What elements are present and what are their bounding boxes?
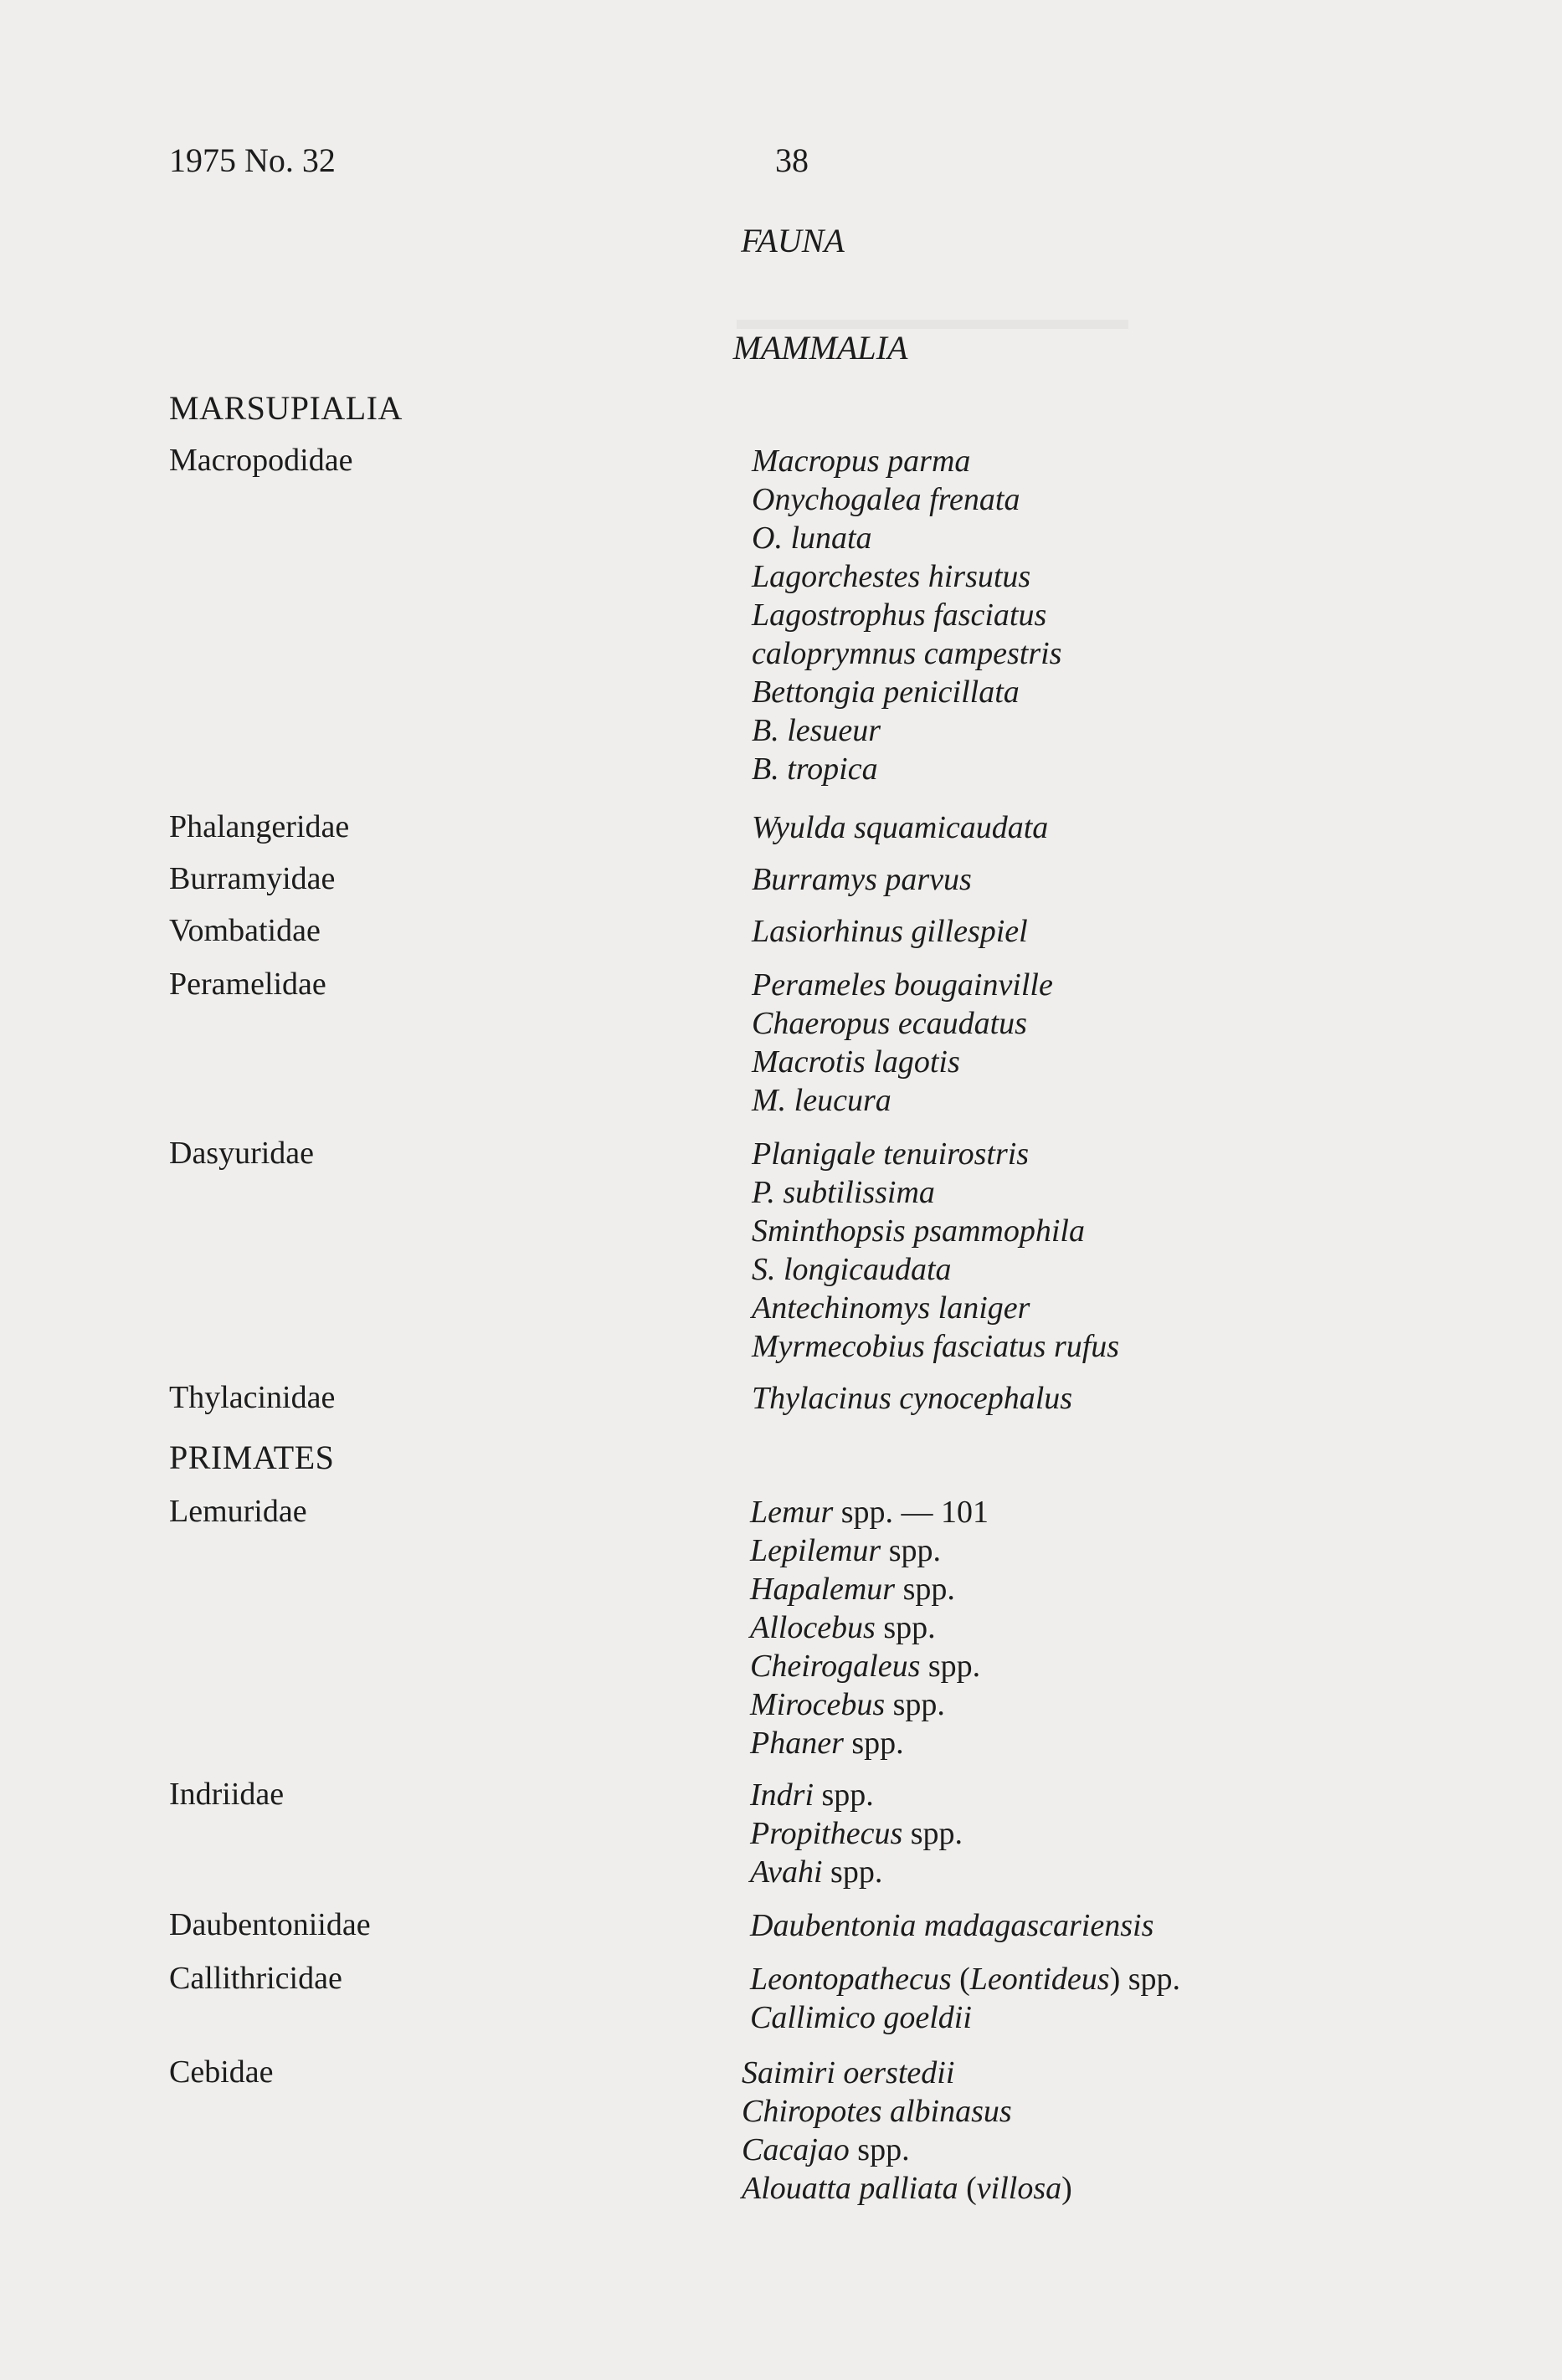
species-entry: Lasiorhinus gillespiel bbox=[752, 914, 1028, 949]
species-list bbox=[752, 442, 1061, 788]
family-name: Indriidae bbox=[169, 1777, 285, 1812]
species-entry: Phaner spp. bbox=[750, 1726, 904, 1761]
family-name: Daubentoniidae bbox=[169, 1907, 371, 1942]
family-name: Thylacinidae bbox=[169, 1380, 336, 1415]
species-list bbox=[750, 1493, 989, 1762]
species-list bbox=[752, 966, 1053, 1120]
species-entry: Macropus parma bbox=[752, 444, 971, 479]
species-list bbox=[750, 1906, 1154, 1945]
family-name: Dasyuridae bbox=[169, 1136, 315, 1171]
species-entry: Lagorchestes hirsutus bbox=[752, 559, 1031, 594]
species-entry: Sminthopsis psammophila bbox=[752, 1213, 1085, 1249]
page-number: 38 bbox=[775, 141, 809, 179]
species-entry: B. lesueur bbox=[752, 713, 881, 748]
species-list bbox=[752, 912, 1028, 951]
family-name: Vombatidae bbox=[169, 913, 321, 948]
species-list bbox=[742, 2054, 1072, 2208]
species-list bbox=[752, 808, 1048, 847]
order-heading: PRIMATES bbox=[169, 1439, 335, 1476]
species-entry: caloprymnus campestris bbox=[752, 636, 1062, 671]
species-entry: M. leucura bbox=[752, 1083, 891, 1118]
species-entry: S. longicaudata bbox=[752, 1252, 952, 1287]
species-entry: Chiropotes albinasus bbox=[742, 2094, 1012, 2129]
document-reference: 1975 No. 32 bbox=[169, 141, 336, 179]
page-title: FAUNA bbox=[741, 222, 845, 259]
species-entry: Antechinomys laniger bbox=[752, 1290, 1030, 1326]
species-entry: Leontopathecus (Leontideus) spp. bbox=[750, 1962, 1181, 1997]
species-entry: B. tropica bbox=[752, 751, 878, 787]
species-entry: Planigale tenuirostris bbox=[752, 1136, 1030, 1172]
species-entry: Callimico goeldii bbox=[750, 2000, 972, 2035]
species-entry: Saimiri oerstedii bbox=[742, 2055, 955, 2090]
species-entry: Lepilemur spp. bbox=[750, 1533, 942, 1568]
family-name: Macropodidae bbox=[169, 443, 353, 478]
species-entry: Burramys parvus bbox=[752, 862, 972, 897]
species-list bbox=[752, 860, 972, 899]
species-entry: Myrmecobius fasciatus rufus bbox=[752, 1329, 1120, 1364]
species-entry: Cheirogaleus spp. bbox=[750, 1649, 981, 1684]
species-entry: Cacajao spp. bbox=[742, 2132, 910, 2167]
species-list bbox=[752, 1135, 1119, 1366]
species-entry: Bettongia penicillata bbox=[752, 675, 1020, 710]
species-entry: Mirocebus spp. bbox=[750, 1687, 945, 1722]
species-entry: Chaeropus ecaudatus bbox=[752, 1006, 1027, 1041]
species-list bbox=[752, 1379, 1072, 1418]
species-entry: Onychogalea frenata bbox=[752, 482, 1020, 517]
species-entry: Perameles bougainville bbox=[752, 967, 1053, 1003]
species-entry: Macrotis lagotis bbox=[752, 1044, 960, 1080]
species-list bbox=[750, 1776, 963, 1891]
family-name: Lemuridae bbox=[169, 1494, 307, 1529]
family-name: Burramyidae bbox=[169, 861, 336, 896]
family-name: Peramelidae bbox=[169, 967, 326, 1002]
class-title: MAMMALIA bbox=[732, 329, 908, 367]
species-entry: Alouatta palliata (villosa) bbox=[742, 2171, 1072, 2206]
species-entry: Wyulda squamicaudata bbox=[752, 810, 1049, 845]
species-entry: Lemur spp. — 101 bbox=[750, 1495, 989, 1530]
species-entry: Indri spp. bbox=[750, 1777, 874, 1813]
species-entry: Hapalemur spp. bbox=[750, 1572, 955, 1607]
family-name: Cebidae bbox=[169, 2054, 274, 2090]
species-entry: Propithecus spp. bbox=[750, 1816, 963, 1851]
species-entry: Thylacinus cynocephalus bbox=[752, 1381, 1073, 1416]
order-heading: MARSUPIALIA bbox=[169, 389, 403, 427]
species-list bbox=[750, 1960, 1180, 2037]
species-entry: Lagostrophus fasciatus bbox=[752, 598, 1047, 633]
family-name: Callithricidae bbox=[169, 1961, 342, 1996]
species-entry: P. subtilissima bbox=[752, 1175, 935, 1210]
species-entry: Daubentonia madagascariensis bbox=[750, 1908, 1154, 1943]
species-entry: O. lunata bbox=[752, 521, 872, 556]
family-name: Phalangeridae bbox=[169, 809, 350, 844]
species-entry: Avahi spp. bbox=[750, 1854, 883, 1890]
species-entry: Allocebus spp. bbox=[750, 1610, 936, 1645]
